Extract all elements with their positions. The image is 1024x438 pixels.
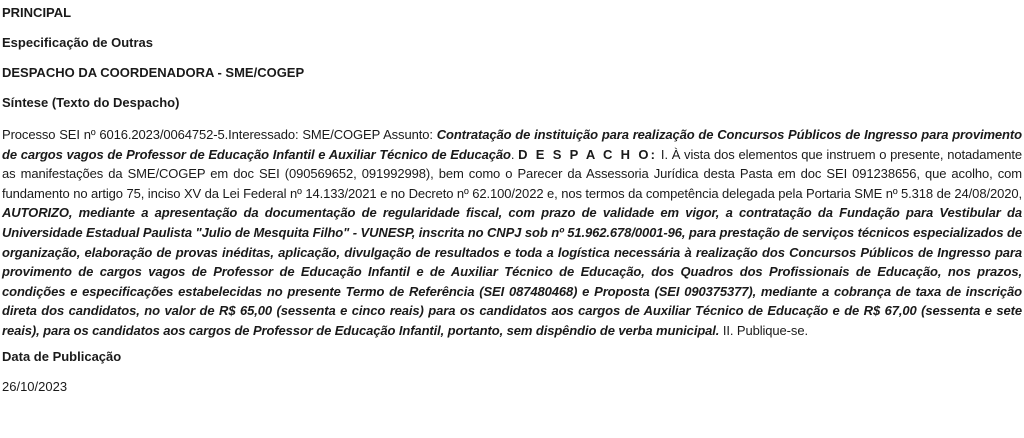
section-principal: PRINCIPAL	[2, 5, 72, 20]
specification-heading: Especificação de Outras	[2, 35, 154, 50]
process-info-text: Processo SEI nº 6016.2023/0064752-5.Interessado: SME/COGEP Assunto:	[2, 127, 437, 142]
separator-text: .	[510, 146, 519, 162]
dispatch-title: DESPACHO DA COORDENADORA - SME/COGEP	[2, 65, 305, 80]
publication-date-value: 26/10/2023	[2, 378, 68, 394]
subject-text: Contratação de instituição para realização de Concursos Públicos de Ingresso para provimento de cargos vagos de Professor de Educação Infantil e Auxiliar Técnico de Educação	[2, 127, 1022, 162]
publish-order-text: II. Publique-se.	[719, 322, 808, 338]
synopsis-heading: Síntese (Texto do Despacho)	[2, 95, 180, 110]
publication-date-heading: Data de Publicação	[2, 348, 122, 364]
authorization-text: AUTORIZO, mediante a apresentação da documentação de regularidade fiscal, com prazo de validade em vigor, a contratação da Fundação para Vestibular da Universidade Estadual Paulista "Julio de Mesquita Filho" - VUNESP, inscrita no CNPJ sob nº 51.962.678/0001-96, para prestação de serviços técnicos especializados de organização, elaboração de provas inéditas, aplicação, divulgação de resultados e toda a logística necessária à realização dos Concursos Públicos de Ingresso para provimento de cargos vagos de Professor de Educação Infantil e de Auxiliar Técnico de Educação, dos Quadros dos Profissionais de Educação, nos prazos, condições e especificações estabelecidas no presente Termo de Referência (SEI 087480468) e Proposta (SEI 090375377), mediante a cobrança de taxa de inscrição direta dos candidatos, no valor de R$ 65,00 (sessenta e cinco reais) para os candidatos aos cargos de Auxiliar Técnico de Educação e de R$ 67,00 (sessenta e sete reais), para os candidatos aos cargos de Professor de Educação Infantil, portanto, sem dispêndio de verba municipal.	[2, 205, 1022, 338]
despacho-label: D E S P A C H O:	[518, 146, 658, 162]
dispatch-body-text	[2, 125, 1022, 341]
considerations-text: I. À vista dos elementos que instruem o presente, notadamente as manifestações da SME/COGEP em doc SEI (090569652, 091992998), bem como o Parecer da Assessoria Jurídica desta Pasta em doc SEI 091238656, que acolho, com fundamento no artigo 75, inciso XV da Lei Federal nº 14.133/2021 e no Decreto nº 62.100/2022 e, nos termos da competência delegada pela Portaria SME nº 5.318 de 24/08/2020,	[2, 146, 1022, 201]
